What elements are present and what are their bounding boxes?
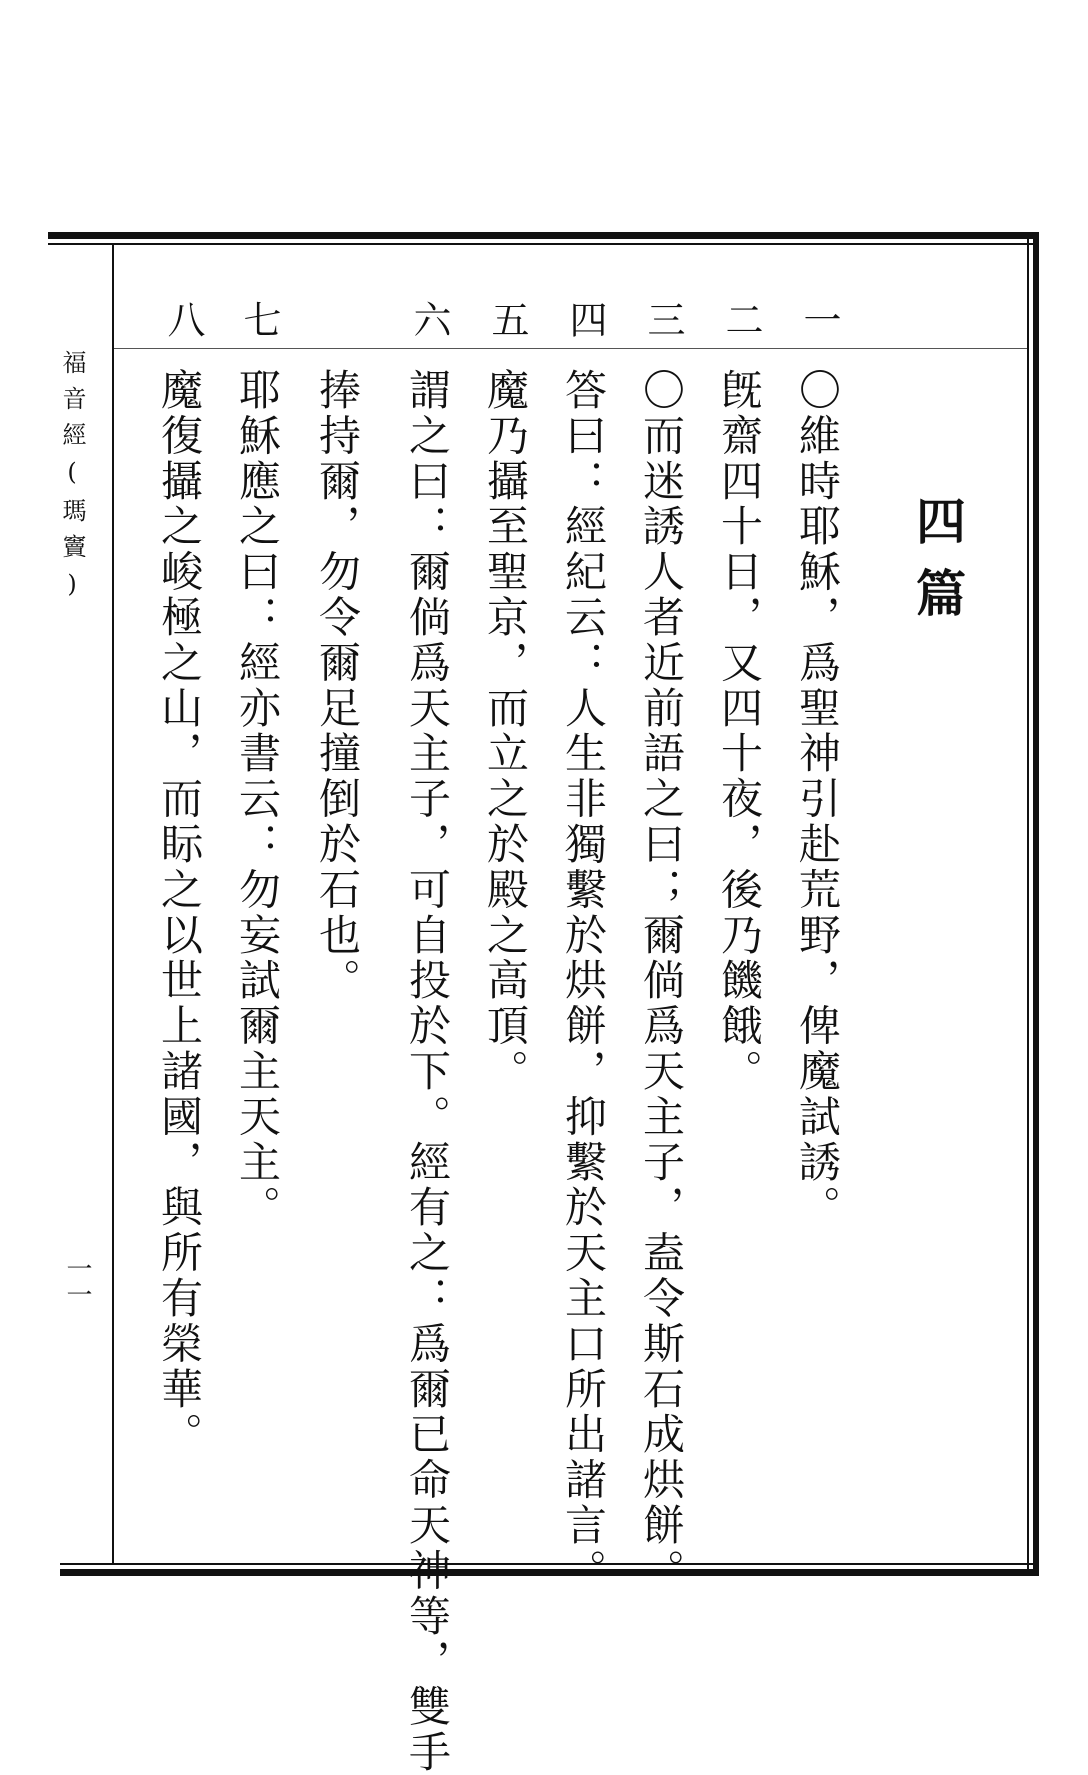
text-column: 〇而迷誘人者近前語之曰；爾倘爲天主子，盍令斯石成烘餅。 [637,368,686,1594]
frame-left-rule [112,245,114,1563]
verse-number: 四 [563,300,607,338]
frame-top-thick-rule [48,232,1038,239]
text-column: 捧持爾，勿令爾足撞倒於石也。 [313,368,362,1004]
verse-number: 二 [719,300,763,338]
verse-number-separator [114,348,1027,349]
frame-right-thick-rule [1033,232,1039,1576]
page-number: 一一 [62,1255,92,1307]
verse-number: 七 [237,300,281,338]
frame-bottom-thin-rule [60,1563,1038,1565]
text-column: 謂之曰：爾倘爲天主子，可自投於下。經有之：爲爾已命天神等，雙手 [403,368,452,1775]
chapter-title: 四篇 [908,495,967,639]
text-column: 旣齋四十日，又四十夜，後乃饑餓。 [715,368,764,1095]
verse-number: 五 [485,300,529,338]
text-column: 〇維時耶穌，爲聖神引赴荒野，俾魔試誘。 [793,368,842,1231]
verse-number: 六 [407,300,451,338]
verse-number: 八 [161,300,205,338]
verse-number: 三 [641,300,685,338]
verse-number: 一 [797,300,841,338]
text-column: 魔復攝之峻極之山，而眎之以世上諸國，與所有榮華。 [155,368,204,1458]
frame-bottom-thick-rule [60,1569,1038,1576]
text-column: 耶穌應之曰：經亦書云：勿妄試爾主天主。 [233,368,282,1231]
text-column: 魔乃攝至聖京，而立之於殿之高頂。 [481,368,530,1095]
text-column: 答曰：經紀云：人生非獨繫於烘餅，抑繫於天主口所出諸言。 [559,368,608,1594]
frame-top-thin-rule [48,243,1038,245]
running-head: 福音經(瑪竇) [58,350,86,610]
frame-right-thin-rule [1027,232,1029,1576]
